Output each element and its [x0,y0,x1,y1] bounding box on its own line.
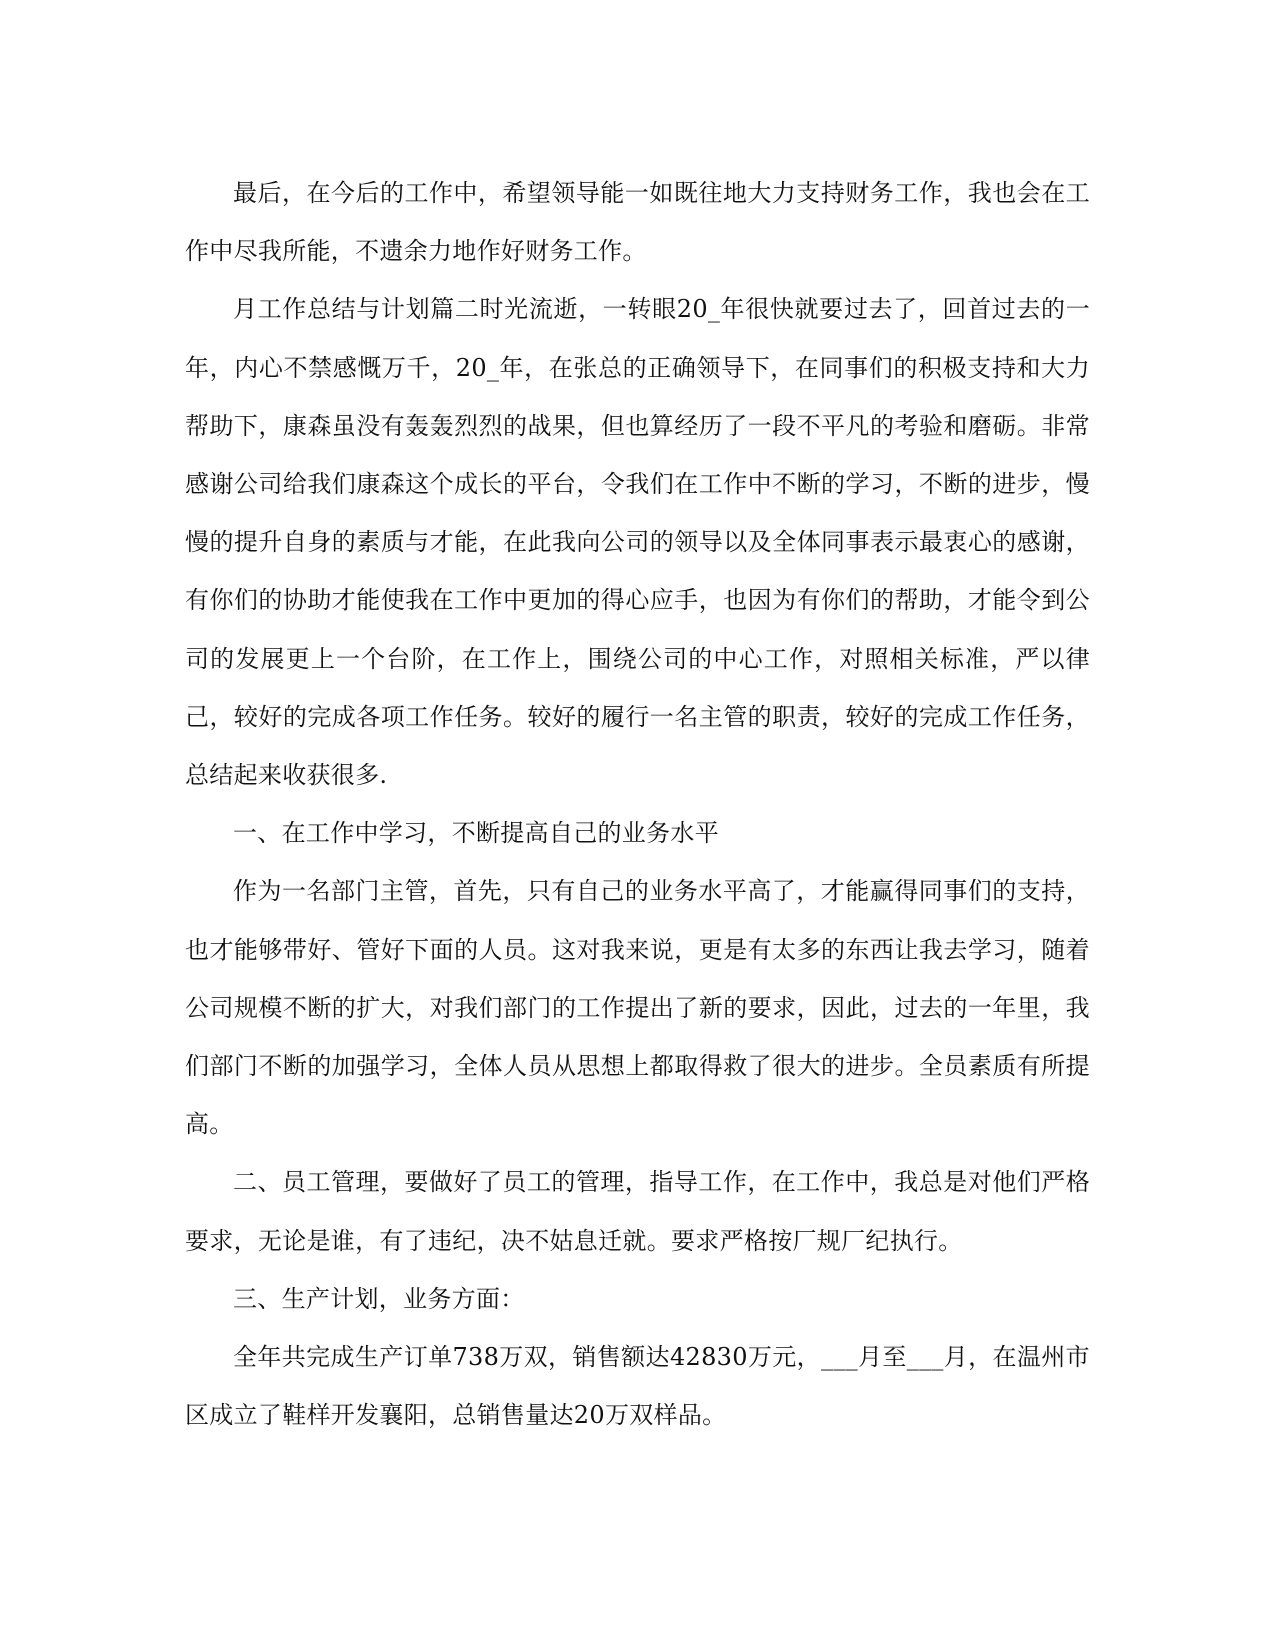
paragraph-study: 作为一名部门主管，首先，只有自己的业务水平高了，才能赢得同事们的支持，也才能够带好、管好下面的人员。这对我来说，更是有太多的东西让我去学习，随着公司规模不断的扩大，对我们部门的工作提出了新的要求，因此，过去的一年里，我们部门不断的加强学习，全体人员从思想上都取得救了很大的进步。全员素质有所提高。 [185,877,1090,1139]
document-body [185,164,1090,1444]
section-heading-production: 三、生产计划，业务方面： [233,1284,525,1313]
paragraph-production: 全年共完成生产订单738万双，销售额达42830万元，___月至___月，在温州市区成立了鞋样开发襄阳，总销售量达20万双样品。 [185,1343,1090,1430]
paragraph-summary-intro: 月工作总结与计划篇二时光流逝，一转眼20_年很快就要过去了，回首过去的一年，内心不禁感慨万千，20_年，在张总的正确领导下，在同事们的积极支持和大力帮助下，康森虽没有轰轰烈烈的战果，但也算经历了一段不平凡的考验和磨砺。非常感谢公司给我们康森这个成长的平台，令我们在工作中不断的学习，不断的进步，慢慢的提升自身的素质与才能，在此我向公司的领导以及全体同事表示最衷心的感谢，有你们的协助才能使我在工作中更加的得心应手，也因为有你们的帮助，才能令到公司的发展更上一个台阶，在工作上，围绕公司的中心工作，对照相关标准，严以律己，较好的完成各项工作任务。较好的履行一名主管的职责，较好的完成工作任务，总结起来收获很多. [185,295,1090,790]
paragraph-closing: 最后，在今后的工作中，希望领导能一如既往地大力支持财务工作，我也会在工作中尽我所能，不遗余力地作好财务工作。 [185,179,1090,266]
section-heading-study: 一、在工作中学习，不断提高自己的业务水平 [233,819,719,848]
paragraph-staff-management: 二、员工管理，要做好了员工的管理，指导工作，在工作中，我总是对他们严格要求，无论是谁，有了违纪，决不姑息迁就。要求严格按厂规厂纪执行。 [185,1168,1090,1255]
